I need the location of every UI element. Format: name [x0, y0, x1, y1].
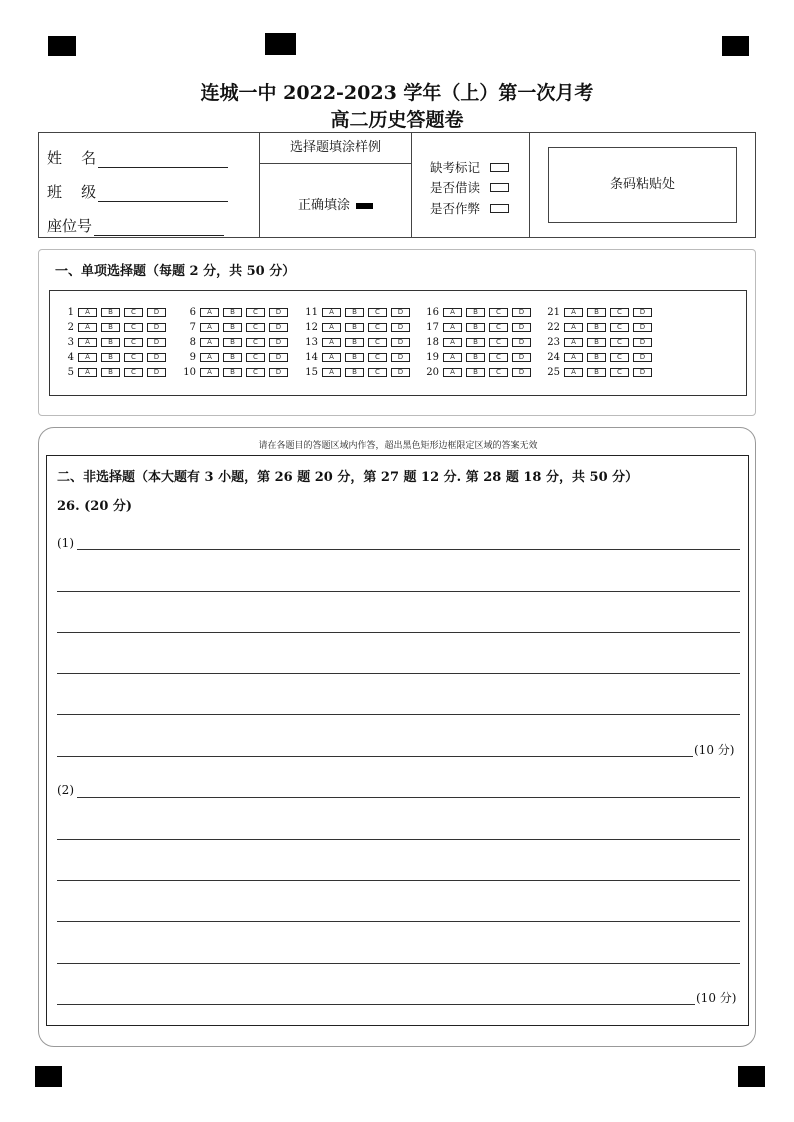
option-bubble[interactable]: B — [345, 323, 364, 332]
question-number: 14 — [305, 352, 318, 363]
option-bubble[interactable]: C — [610, 323, 629, 332]
option-bubble[interactable]: C — [610, 353, 629, 362]
question-number: 7 — [189, 322, 196, 333]
option-bubble[interactable]: C — [124, 308, 143, 317]
option-bubble[interactable]: D — [147, 338, 166, 347]
option-bubble[interactable]: A — [564, 368, 583, 377]
registration-mark-bottom-left — [35, 1066, 62, 1087]
section1-title: 一、单项选择题（每题 2 分，共 50 分） — [55, 264, 296, 279]
option-bubble[interactable]: D — [147, 368, 166, 377]
seat-field[interactable] — [47, 215, 224, 236]
answer-line[interactable] — [57, 880, 740, 881]
option-bubble[interactable]: C — [246, 308, 265, 317]
option-bubble[interactable]: B — [587, 338, 606, 347]
question-number: 18 — [426, 337, 439, 348]
option-bubble[interactable]: D — [512, 338, 531, 347]
option-bubble[interactable]: A — [443, 308, 462, 317]
name-field[interactable] — [47, 147, 228, 168]
option-bubble[interactable]: B — [345, 308, 364, 317]
question-row — [302, 320, 414, 335]
option-bubble[interactable]: C — [368, 353, 387, 362]
option-bubble[interactable]: C — [610, 308, 629, 317]
cheat-flag-label: 是否作弊 — [430, 201, 481, 216]
question-number: 1 — [67, 307, 74, 318]
question-row — [423, 320, 535, 335]
option-bubble[interactable]: D — [269, 308, 288, 317]
answer-bubble-grid — [49, 290, 747, 396]
option-bubble[interactable]: B — [223, 338, 242, 347]
answer-line[interactable] — [57, 673, 740, 674]
question-number: 25 — [547, 367, 560, 378]
option-bubble[interactable]: A — [322, 323, 341, 332]
registration-mark-bottom-right — [738, 1066, 765, 1087]
option-bubble[interactable]: C — [610, 338, 629, 347]
option-bubble[interactable]: A — [564, 353, 583, 362]
question-row — [180, 350, 292, 365]
option-bubble[interactable]: B — [466, 338, 485, 347]
question-26-label: 26. (20 分) — [57, 499, 133, 514]
option-bubble[interactable]: C — [124, 338, 143, 347]
option-bubble[interactable]: A — [443, 353, 462, 362]
question-row — [544, 350, 656, 365]
option-bubble[interactable]: D — [147, 308, 166, 317]
option-bubble[interactable]: D — [512, 353, 531, 362]
option-bubble[interactable]: A — [443, 368, 462, 377]
option-bubble[interactable]: D — [633, 338, 652, 347]
option-bubble[interactable]: B — [101, 353, 120, 362]
option-bubble[interactable]: C — [368, 308, 387, 317]
question-row — [58, 335, 170, 350]
option-bubble[interactable]: B — [223, 353, 242, 362]
question-row — [544, 365, 656, 380]
barcode-area: 条码粘贴处 — [548, 147, 737, 223]
answer-line[interactable] — [57, 839, 740, 840]
answer-line[interactable] — [57, 921, 740, 922]
option-bubble[interactable]: B — [345, 353, 364, 362]
question-number: 3 — [67, 337, 74, 348]
option-bubble[interactable]: D — [269, 323, 288, 332]
question-number: 12 — [305, 322, 318, 333]
question-row — [423, 365, 535, 380]
transfer-checkbox[interactable] — [490, 183, 509, 192]
option-bubble[interactable]: A — [200, 308, 219, 317]
question-row — [180, 320, 292, 335]
free-response-section — [38, 427, 756, 1047]
option-bubble[interactable]: A — [200, 368, 219, 377]
option-bubble[interactable]: D — [269, 368, 288, 377]
class-field[interactable] — [47, 181, 228, 202]
question-row — [58, 320, 170, 335]
answer-line[interactable] — [57, 632, 740, 633]
option-bubble[interactable]: C — [489, 368, 508, 377]
option-bubble[interactable]: A — [322, 368, 341, 377]
answer-line[interactable] — [57, 756, 693, 757]
question-row — [302, 335, 414, 350]
absent-flag-label: 缺考标记 — [430, 160, 481, 175]
class-label: 班 级 — [47, 183, 97, 201]
option-bubble[interactable]: D — [633, 308, 652, 317]
option-bubble[interactable]: A — [322, 308, 341, 317]
question-number: 23 — [547, 337, 560, 348]
question-column — [544, 305, 656, 380]
question-number: 5 — [67, 367, 74, 378]
question-row — [58, 365, 170, 380]
option-bubble[interactable]: A — [564, 338, 583, 347]
option-bubble[interactable]: B — [345, 368, 364, 377]
question-row — [302, 365, 414, 380]
absent-flag[interactable] — [430, 158, 509, 176]
exam-subtitle: 高二历史答题卷 — [330, 109, 464, 131]
question-number: 16 — [426, 307, 439, 318]
class-underline — [98, 185, 228, 202]
option-bubble[interactable]: B — [587, 353, 606, 362]
option-bubble[interactable]: B — [223, 368, 242, 377]
correct-fill-label: 正确填涂 — [297, 198, 350, 213]
question-number: 4 — [67, 352, 74, 363]
transfer-flag[interactable] — [430, 178, 509, 196]
option-bubble[interactable]: D — [147, 323, 166, 332]
student-info-table — [38, 132, 756, 238]
option-bubble[interactable]: C — [246, 338, 265, 347]
answer-line[interactable] — [77, 797, 740, 798]
option-bubble[interactable]: D — [391, 308, 410, 317]
name-label: 姓 名 — [47, 149, 97, 167]
option-bubble[interactable]: D — [633, 353, 652, 362]
option-bubble[interactable]: B — [466, 353, 485, 362]
question-column — [302, 305, 414, 380]
exam-title: 连城一中 2022-2023 学年（上）第一次月考 — [200, 82, 594, 104]
option-bubble[interactable]: C — [610, 368, 629, 377]
question-row — [180, 335, 292, 350]
option-bubble[interactable]: A — [564, 308, 583, 317]
option-bubble[interactable]: D — [391, 338, 410, 347]
option-bubble[interactable]: D — [269, 338, 288, 347]
option-bubble[interactable]: B — [101, 338, 120, 347]
question-row — [180, 305, 292, 320]
part-2-label: (2) — [57, 783, 74, 797]
question-number: 11 — [305, 307, 318, 318]
question-number: 10 — [183, 367, 196, 378]
transfer-flag-label: 是否借读 — [430, 180, 481, 195]
option-bubble[interactable]: C — [246, 353, 265, 362]
option-bubble[interactable]: A — [200, 338, 219, 347]
question-number: 9 — [189, 352, 196, 363]
part-1-score: (10 分) — [694, 743, 735, 757]
option-bubble[interactable]: D — [512, 368, 531, 377]
question-number: 13 — [305, 337, 318, 348]
part-1-label: (1) — [57, 536, 74, 550]
option-bubble[interactable]: C — [124, 368, 143, 377]
question-row — [544, 305, 656, 320]
registration-mark-top-left — [48, 36, 76, 56]
question-row — [180, 365, 292, 380]
option-bubble[interactable]: D — [633, 368, 652, 377]
option-bubble[interactable]: C — [489, 338, 508, 347]
option-bubble[interactable]: C — [124, 323, 143, 332]
question-row — [423, 350, 535, 365]
part-2-score: (10 分) — [696, 991, 737, 1005]
option-bubble[interactable]: C — [489, 353, 508, 362]
option-bubble[interactable]: D — [391, 368, 410, 377]
answer-area-notice: 请在各题目的答题区域内作答，超出黑色矩形边框限定区域的答案无效 — [258, 441, 538, 451]
question-row — [544, 335, 656, 350]
option-bubble[interactable]: B — [101, 323, 120, 332]
answer-line[interactable] — [57, 1004, 695, 1005]
option-bubble[interactable]: D — [512, 323, 531, 332]
question-row — [544, 320, 656, 335]
option-bubble[interactable]: A — [78, 338, 97, 347]
question-number: 22 — [547, 322, 560, 333]
question-column — [58, 305, 170, 380]
question-row — [58, 305, 170, 320]
option-bubble[interactable]: A — [564, 323, 583, 332]
question-number: 15 — [305, 367, 318, 378]
seat-underline — [94, 219, 224, 236]
question-column — [180, 305, 292, 380]
fill-sample-title: 选择题填涂样例 — [260, 133, 411, 164]
fill-sample-correct — [260, 194, 411, 213]
section2-title: 二、非选择题（本大题有 3 小题，第 26 题 20 分，第 27 题 12 分. 第 28 题 18 分，共 50 分） — [57, 470, 639, 485]
option-bubble[interactable]: B — [466, 323, 485, 332]
answer-line[interactable] — [57, 714, 740, 715]
option-bubble[interactable]: C — [124, 353, 143, 362]
option-bubble[interactable]: A — [78, 308, 97, 317]
registration-mark-top-right — [722, 36, 749, 56]
option-bubble[interactable]: B — [101, 308, 120, 317]
option-bubble[interactable]: B — [101, 368, 120, 377]
question-number: 6 — [189, 307, 196, 318]
option-bubble[interactable]: A — [200, 323, 219, 332]
question-number: 2 — [67, 322, 74, 333]
option-bubble[interactable]: C — [368, 323, 387, 332]
option-bubble[interactable]: B — [466, 308, 485, 317]
option-bubble[interactable]: B — [223, 308, 242, 317]
filled-bubble-icon — [356, 203, 373, 209]
question-number: 20 — [426, 367, 439, 378]
option-bubble[interactable]: B — [345, 338, 364, 347]
option-bubble[interactable]: A — [322, 353, 341, 362]
question-number: 24 — [547, 352, 560, 363]
registration-mark-top-center — [265, 33, 296, 55]
option-bubble[interactable]: B — [587, 308, 606, 317]
option-bubble[interactable]: A — [78, 323, 97, 332]
option-bubble[interactable]: D — [512, 308, 531, 317]
option-bubble[interactable]: B — [223, 323, 242, 332]
absent-checkbox[interactable] — [490, 163, 509, 172]
cheat-checkbox[interactable] — [490, 204, 509, 213]
option-bubble[interactable]: B — [587, 323, 606, 332]
option-bubble[interactable]: D — [269, 353, 288, 362]
answer-line[interactable] — [57, 963, 740, 964]
question-row — [302, 350, 414, 365]
seat-label: 座位号 — [47, 217, 93, 235]
question-row — [58, 350, 170, 365]
option-bubble[interactable]: C — [246, 323, 265, 332]
question-number: 19 — [426, 352, 439, 363]
option-bubble[interactable]: C — [368, 368, 387, 377]
question-number: 17 — [426, 322, 439, 333]
question-row — [302, 305, 414, 320]
option-bubble[interactable]: C — [489, 323, 508, 332]
question-number: 8 — [189, 337, 196, 348]
cheat-flag[interactable] — [430, 199, 509, 217]
question-column — [423, 305, 535, 380]
option-bubble[interactable]: A — [322, 338, 341, 347]
option-bubble[interactable]: C — [368, 338, 387, 347]
multiple-choice-section — [38, 249, 756, 416]
option-bubble[interactable]: B — [587, 368, 606, 377]
option-bubble[interactable]: D — [633, 323, 652, 332]
answer-area — [46, 455, 749, 1026]
option-bubble[interactable]: D — [391, 353, 410, 362]
question-row — [423, 305, 535, 320]
option-bubble[interactable]: A — [78, 353, 97, 362]
option-bubble[interactable]: A — [443, 323, 462, 332]
option-bubble[interactable]: A — [200, 353, 219, 362]
option-bubble[interactable]: C — [489, 308, 508, 317]
option-bubble[interactable]: D — [391, 323, 410, 332]
answer-line[interactable] — [57, 591, 740, 592]
question-number: 21 — [547, 307, 560, 318]
name-underline — [98, 151, 228, 168]
option-bubble[interactable]: A — [78, 368, 97, 377]
question-row — [423, 335, 535, 350]
option-bubble[interactable]: A — [443, 338, 462, 347]
answer-line[interactable] — [77, 549, 740, 550]
option-bubble[interactable]: C — [246, 368, 265, 377]
option-bubble[interactable]: B — [466, 368, 485, 377]
option-bubble[interactable]: D — [147, 353, 166, 362]
